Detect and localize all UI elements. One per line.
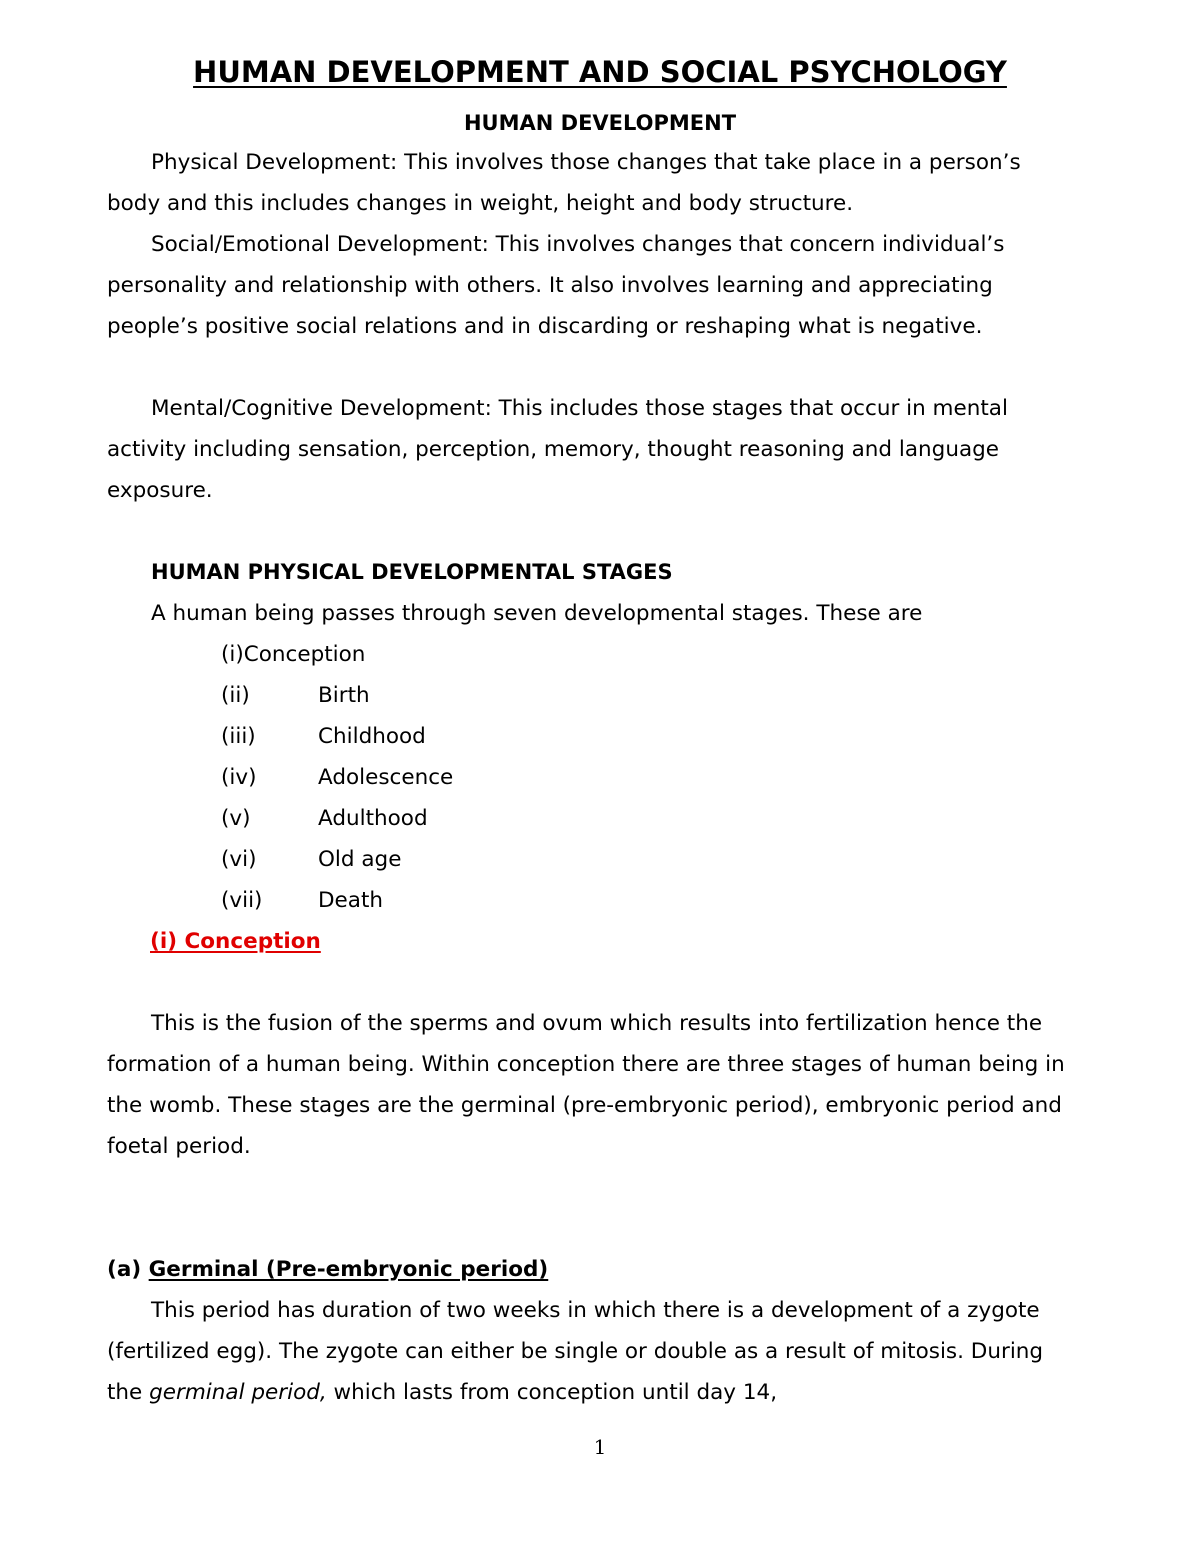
germinal-paragraph: This period has duration of two weeks in which there is a development of a zygote (fertilized egg). The zygote can either be single or double as a result of mitosis. During the germinal period, which lasts from conception until day 14, [107,1298,1044,1405]
list-item: (vii) Death [221,888,384,913]
document-title: HUMAN DEVELOPMENT AND SOCIAL PSYCHOLOGY [193,55,1007,89]
list-item: (vi) Old age [221,847,402,872]
page-number: 1 [593,1435,607,1459]
definition-social-emotional: Social/Emotional Development: This involves changes that concern individual’s personality and relationship with others. It also involves learning and appreciating people’s positive social relations and in discarding or reshaping what is negative. [107,232,1005,339]
conception-heading: (i) Conception [150,929,321,954]
germinal-period-emphasis: germinal period, [149,1380,327,1405]
list-item: (i)Conception [221,642,366,667]
stages-list [221,634,454,921]
conception-paragraph: This is the fusion of the sperms and ovum which results into fertilization hence the formation of a human being. Within conception there are three stages of human being in the womb. These stages are the germinal (pre-embryonic period), embryonic period and foetal period. [107,1011,1065,1159]
definition-physical: Physical Development: This involves those changes that take place in a person’s body and this includes changes in weight, height and body structure. [107,150,1021,216]
list-item: (ii) Birth [221,683,370,708]
section-heading: HUMAN DEVELOPMENT [463,111,737,135]
stages-intro: A human being passes through seven developmental stages. These are [151,601,923,626]
definition-mental-cognitive: Mental/Cognitive Development: This includes those stages that occur in mental activity including sensation, perception, memory, thought reasoning and language exposure. [107,396,1008,503]
list-item: (iv) Adolescence [221,765,454,790]
germinal-prefix: (a) [107,1257,149,1282]
germinal-heading [107,1249,548,1290]
list-item: (v) Adulthood [221,806,428,831]
list-item: (iii) Childhood [221,724,426,749]
stages-heading: HUMAN PHYSICAL DEVELOPMENTAL STAGES [151,560,673,584]
germinal-title: Germinal (Pre-embryonic period) [148,1257,549,1282]
